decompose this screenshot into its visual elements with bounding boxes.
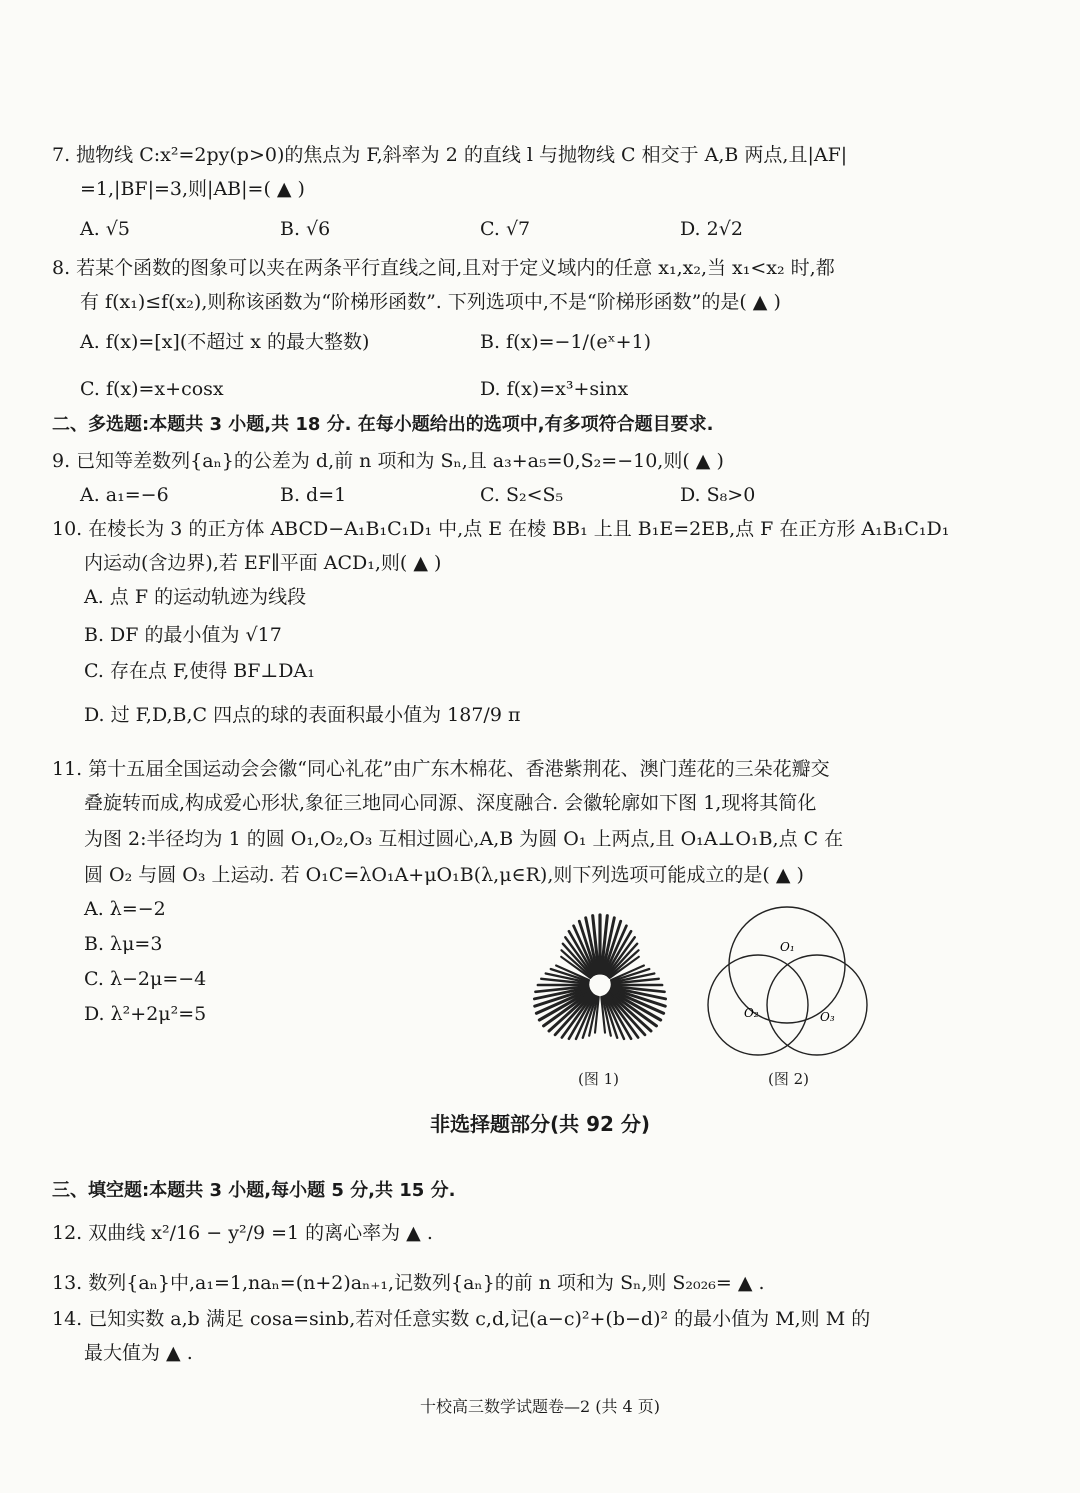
label-o3: O₃ xyxy=(820,1010,835,1024)
section3-heading: 三、填空题:本题共 3 小题,每小题 5 分,共 15 分. xyxy=(52,1180,456,1201)
q13-line: 13. 数列{aₙ}中,a₁=1,naₙ=(n+2)aₙ₊₁,记数列{aₙ}的前 n 项和为 Sₙ,则 S₂₀₂₆= ▲ . xyxy=(52,1272,765,1294)
label-o1: O₁ xyxy=(780,940,795,954)
q8-line2: 有 f(x₁)≤f(x₂),则称该函数为“阶梯形函数”. 下列选项中,不是“阶梯形函数”的是( ▲ ) xyxy=(80,291,781,313)
q8-option-c: C. f(x)=x+cosx xyxy=(80,378,224,400)
q9-option-a: A. a₁=−6 xyxy=(80,484,169,506)
q14-line1: 14. 已知实数 a,b 满足 cosa=sinb,若对任意实数 c,d,记(a−c)²+(b−d)² 的最小值为 M,则 M 的 xyxy=(52,1308,871,1330)
q9-option-d: D. S₈>0 xyxy=(680,484,756,506)
q11-line2: 叠旋转而成,构成爱心形状,象征三地同心同源、深度融合. 会徽轮廓如下图 1,现将其简化 xyxy=(84,792,817,814)
q10-line1: 10. 在棱长为 3 的正方体 ABCD−A₁B₁C₁D₁ 中,点 E 在棱 BB₁ 上且 B₁E=2EB,点 F 在正方形 A₁B₁C₁D₁ xyxy=(52,518,950,540)
q11-line3: 为图 2:半径均为 1 的圆 O₁,O₂,O₃ 互相过圆心,A,B 为圆 O₁ 上两点,且 O₁A⊥O₁B,点 C 在 xyxy=(84,828,844,850)
nonchoice-title: 非选择题部分(共 92 分) xyxy=(429,1112,651,1136)
three-circles-figure xyxy=(700,905,875,1060)
q10-line2: 内运动(含边界),若 EF∥平面 ACD₁,则( ▲ ) xyxy=(84,552,442,574)
section2-heading: 二、多选题:本题共 3 小题,共 18 分. 在每小题给出的选项中,有多项符合题目要求. xyxy=(52,414,714,435)
q14-line2: 最大值为 ▲ . xyxy=(84,1342,193,1364)
q11-line1: 11. 第十五届全国运动会会徽“同心礼花”由广东木棉花、香港紫荆花、澳门莲花的三朵花瓣交 xyxy=(52,758,830,780)
q9-option-c: C. S₂<S₅ xyxy=(480,484,564,506)
q11-option-a: A. λ=−2 xyxy=(84,898,166,920)
q9-line1: 9. 已知等差数列{aₙ}的公差为 d,前 n 项和为 Sₙ,且 a₃+a₅=0,S₂=−10,则( ▲ ) xyxy=(52,450,724,472)
fig2-caption: (图 2) xyxy=(768,1070,810,1088)
q8-option-a: A. f(x)=[x](不超过 x 的最大整数) xyxy=(80,331,370,353)
circle-o2 xyxy=(708,955,808,1055)
q7-option-b: B. √6 xyxy=(280,218,331,240)
q8-option-b: B. f(x)=−1/(eˣ+1) xyxy=(480,331,652,353)
q7-option-d: D. 2√2 xyxy=(680,218,743,240)
q7-line2: =1,|BF|=3,则|AB|=( ▲ ) xyxy=(80,178,305,200)
q11-option-b: B. λμ=3 xyxy=(84,933,163,955)
label-o2: O₂ xyxy=(744,1006,759,1020)
fig1-caption: (图 1) xyxy=(578,1070,620,1088)
emblem-figure xyxy=(510,905,690,1060)
q11-line4: 圆 O₂ 与圆 O₃ 上运动. 若 O₁C=λO₁A+μO₁B(λ,μ∈R),则下列选项可能成立的是( ▲ ) xyxy=(84,864,804,886)
q10-option-c: C. 存在点 F,使得 BF⊥DA₁ xyxy=(84,660,315,682)
q10-option-b: B. DF 的最小值为 √17 xyxy=(84,624,282,646)
q10-option-d: D. 过 F,D,B,C 四点的球的表面积最小值为 187/9 π xyxy=(84,704,521,726)
circle-o3 xyxy=(767,955,867,1055)
q11-option-d: D. λ²+2μ²=5 xyxy=(84,1003,207,1025)
q8-line1: 8. 若某个函数的图象可以夹在两条平行直线之间,且对于定义域内的任意 x₁,x₂,当 x₁<x₂ 时,都 xyxy=(52,257,835,279)
q12-line: 12. 双曲线 x²/16 − y²/9 =1 的离心率为 ▲ . xyxy=(52,1222,433,1244)
q7-option-a: A. √5 xyxy=(80,218,130,240)
q8-option-d: D. f(x)=x³+sinx xyxy=(480,378,629,400)
q11-option-c: C. λ−2μ=−4 xyxy=(84,968,207,990)
q9-option-b: B. d=1 xyxy=(280,484,347,506)
page-footer: 十校高三数学试题卷—2 (共 4 页) xyxy=(419,1397,661,1416)
q7-line1: 7. 抛物线 C:x²=2py(p>0)的焦点为 F,斜率为 2 的直线 l 与抛物线 C 相交于 A,B 两点,且|AF| xyxy=(52,144,848,166)
q10-option-a: A. 点 F 的运动轨迹为线段 xyxy=(84,586,307,608)
q7-option-c: C. √7 xyxy=(480,218,531,240)
